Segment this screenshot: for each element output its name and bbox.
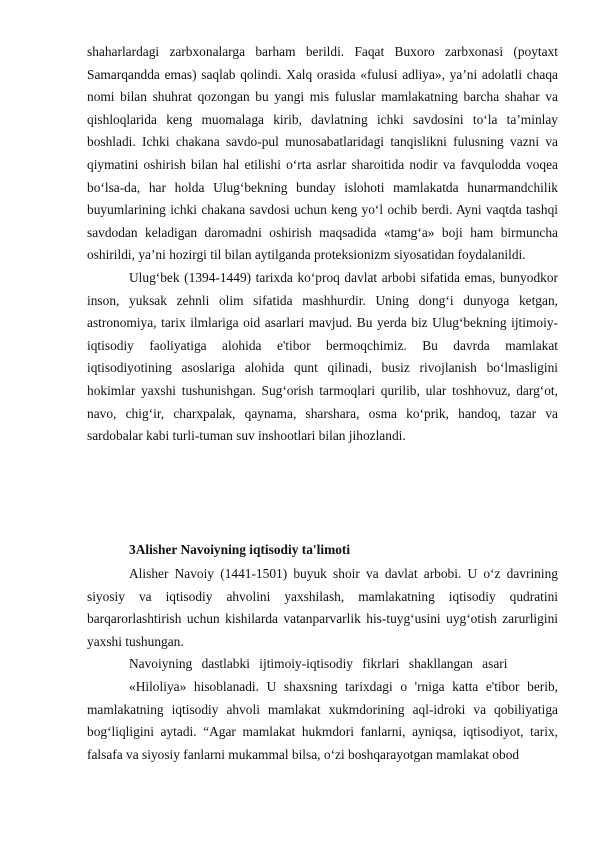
section-heading: 3Alisher Navoiyning iqtisodiy ta'limoti (129, 542, 351, 557)
paragraph: Alisher Navoiy (1441-1501) buyuk shoir va davlat arbobi. U o‘z davrining siyosiy va iqtisodiy ahvolini yaxshilash, mamlakatning iqtisodiy qudratini barqarorlashtirish uchun kishilarda vatanparvarlik his-tuyg‘usini uyg‘otish zarurligini yaxshi tushungan. (87, 566, 558, 649)
body-text-top (87, 41, 558, 448)
paragraph: Ulug‘bek (1394-1449) tarixda ko‘proq davlat arbobi sifatida emas, bunyodkor inson, yuksak zehnli olim sifatida mashhurdir. Uning dong‘i dunyoga ketgan, astronomiya, tarix ilmlariga oid asarlari mavjud. Bu yerda biz Ulug‘bekning ijtimoiy-iqtisodiy faoliyatiga alohida e'tibor bermoqchimiz. Bu davrda mamlakat iqtisodiyotining asoslariga alohida qunt qilinadi, busiz rivojlanish bo‘lmasligini hokimlar yaxshi tushunishgan. Sug‘orish tarmoqlari qurilib, ular toshhovuz, darg‘ot, navo, chig‘ir, charxpalak, qaynama, sharshara, osma ko‘prik, handoq, tazar va sardobalar kabi turli-tuman suv inshootlari bilan jihozlandi. (87, 269, 558, 444)
body-text-bottom (87, 563, 558, 766)
paragraph: «Hiloliya» hisoblanadi. U shaxsning tarixdagi o 'rniga katta e'tibor berib, mamlakatning iqtisodiy ahvoli mamlakat xukmdorining aql-idroki va qobiliyatiga bog‘liqligini aytadi. “Agar mamlakat hukmdori fanlarni, ayniqsa, iqtisodiyot, tarix, falsafa va siyosiy fanlarni mukammal bilsa, o‘zi boshqarayotgan mamlakat obod (87, 678, 558, 762)
paragraph: shaharlardagi zarbxonalarga barham berildi. Faqat Buxoro zarbxonasi (poytaxt Samarqandda emas) saqlab qolindi. Xalq orasida «fulusi adliya», ya’ni adolatli chaqa nomi bilan shuhrat qozongan bu yangi mis fuluslar mamlakatning barcha shahar va qishloqlarida keng muomalaga kirib, davlatning ichki savdosini to‘la ta’minlay boshladi. Ichki chakana savdo-pul munosabatlaridagi tanqislikni fulusning vazni va qiymatini oshirish bilan hal etilishi o‘rta asrlar sharoitida nodir va favqulodda voqea bo‘lsa-da, har holda Ulug‘bekning bunday islohoti mamlakatda hunarmandchilik buyumlarining ichki chakana savdosi uchun keng yo‘l ochib berdi. Ayni vaqtda tashqi savdodan keladigan daromadni oshirish maqsadida «tamg‘a» boji ham birmuncha oshirildi, ya’ni hozirgi til bilan aytilganda proteksionizm siyosatidan foydalanildi. (87, 44, 558, 263)
paragraph: Navoiyning dastlabki ijtimoiy-iqtisodiy fikrlari shakllangan asari (129, 656, 508, 672)
